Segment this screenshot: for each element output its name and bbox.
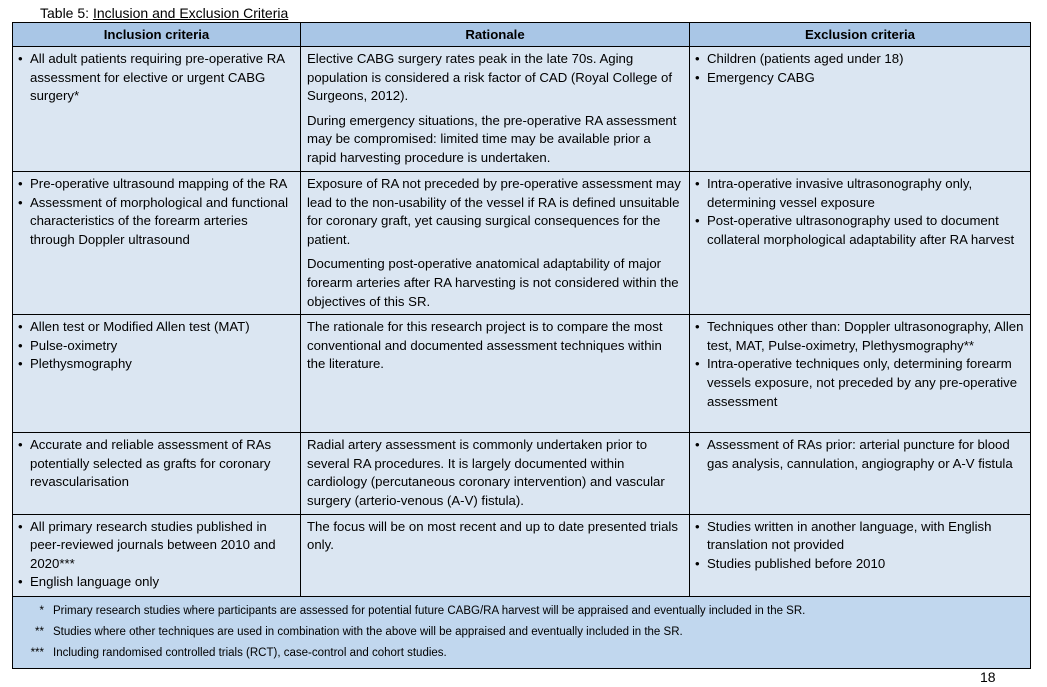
exclusion-cell bbox=[690, 47, 1031, 172]
inclusion-item: • Pre-operative ultrasound mapping of the RA bbox=[17, 175, 294, 194]
table-row bbox=[13, 315, 1031, 433]
header-inclusion: Inclusion criteria bbox=[13, 23, 301, 47]
exclusion-item: • Studies written in another language, with English translation not provided bbox=[694, 518, 1024, 555]
rationale-cell bbox=[301, 514, 690, 596]
table-row bbox=[13, 433, 1031, 514]
rationale-paragraph: The rationale for this research project is to compare the most conventional and documented assessment techniques within the literature. bbox=[307, 319, 663, 372]
rationale-cell bbox=[301, 433, 690, 514]
footnote-text: Studies where other techniques are used in combination with the above will be appraised and eventually included in the SR. bbox=[53, 625, 683, 638]
footnote-text: Including randomised controlled trials (RCT), case-control and cohort studies. bbox=[53, 646, 447, 659]
rationale-paragraph: Elective CABG surgery rates peak in the late 70s. Aging population is considered a risk factor of CAD (Royal College of Surgeons, 2012). bbox=[307, 51, 673, 104]
inclusion-item: • All adult patients requiring pre-operative RA assessment for elective or urgent CABG surgery* bbox=[17, 50, 294, 106]
footnote bbox=[23, 601, 1024, 622]
table-row bbox=[13, 172, 1031, 315]
inclusion-item: • All primary research studies published in peer-reviewed journals between 2010 and 2020*** bbox=[17, 518, 294, 574]
inclusion-item: • Plethysmography bbox=[17, 355, 294, 374]
footnote-marker: * bbox=[39, 604, 44, 617]
table-row bbox=[13, 47, 1031, 172]
exclusion-cell bbox=[690, 433, 1031, 514]
exclusion-item: • Intra-operative techniques only, determining forearm vessels exposure, not preceded by any pre-operative assessment bbox=[694, 355, 1024, 411]
exclusion-item: • Post-operative ultrasonography used to document collateral morphological adaptability after RA harvest bbox=[694, 212, 1024, 249]
inclusion-item: • English language only bbox=[17, 573, 294, 592]
footnote-marker: ** bbox=[35, 625, 44, 638]
exclusion-item: • Techniques other than: Doppler ultrasonography, Allen test, MAT, Pulse-oximetry, Plethysmography** bbox=[694, 318, 1024, 355]
exclusion-item: • Emergency CABG bbox=[694, 69, 1024, 88]
caption-title: Inclusion and Exclusion Criteria bbox=[92, 5, 289, 21]
header-row bbox=[13, 23, 1031, 47]
inclusion-cell bbox=[13, 514, 301, 596]
inclusion-cell bbox=[13, 315, 301, 433]
footnotes-row bbox=[13, 596, 1031, 668]
footnote bbox=[23, 622, 1024, 643]
exclusion-cell bbox=[690, 315, 1031, 433]
rationale-paragraph: Documenting post-operative anatomical adaptability of major forearm arteries after RA harvesting is not considered within the objectives of this SR. bbox=[307, 256, 679, 309]
inclusion-item: • Allen test or Modified Allen test (MAT) bbox=[17, 318, 294, 337]
page-number: 18 bbox=[980, 669, 996, 685]
inclusion-item: • Assessment of morphological and functional characteristics of the forearm arteries through Doppler ultrasound bbox=[17, 194, 294, 250]
rationale-paragraph: During emergency situations, the pre-operative RA assessment may be compromised: limited time may be available prior a rapid harvesting procedure is undertaken. bbox=[307, 112, 677, 165]
exclusion-item: • Studies published before 2010 bbox=[694, 555, 1024, 574]
table-caption bbox=[40, 4, 288, 22]
footnote bbox=[23, 643, 1024, 664]
rationale-paragraph: Exposure of RA not preceded by pre-operative assessment may lead to the non-usability of the vessel if RA is defined unsuitable for coronary graft, yet causing surgical consequences for the patient. bbox=[307, 176, 681, 247]
footnotes-cell bbox=[13, 596, 1031, 668]
inclusion-cell bbox=[13, 433, 301, 514]
inclusion-item: • Pulse-oximetry bbox=[17, 337, 294, 356]
rationale-cell bbox=[301, 47, 690, 172]
rationale-paragraph: Radial artery assessment is commonly undertaken prior to several RA procedures. It is largely documented within cardiology (percutaneous coronary intervention) and vascular surgery (arterio-venous (A-V) fistula). bbox=[307, 437, 665, 508]
footnote-marker: *** bbox=[30, 646, 44, 659]
inclusion-cell bbox=[13, 172, 301, 315]
exclusion-cell bbox=[690, 172, 1031, 315]
rationale-cell bbox=[301, 315, 690, 433]
inclusion-cell bbox=[13, 47, 301, 172]
caption-prefix: Table 5: bbox=[40, 5, 93, 21]
exclusion-item: • Children (patients aged under 18) bbox=[694, 50, 1024, 69]
criteria-table bbox=[12, 22, 1031, 669]
header-rationale: Rationale bbox=[301, 23, 690, 47]
exclusion-cell bbox=[690, 514, 1031, 596]
exclusion-item: • Intra-operative invasive ultrasonography only, determining vessel exposure bbox=[694, 175, 1024, 212]
footnote-text: Primary research studies where participants are assessed for potential future CABG/RA harvest will be appraised and eventually included in the SR. bbox=[53, 604, 806, 617]
exclusion-item: • Assessment of RAs prior: arterial puncture for blood gas analysis, cannulation, angiography or A-V fistula bbox=[694, 436, 1024, 473]
table-row bbox=[13, 514, 1031, 596]
header-exclusion: Exclusion criteria bbox=[690, 23, 1031, 47]
inclusion-item: • Accurate and reliable assessment of RAs potentially selected as grafts for coronary revascularisation bbox=[17, 436, 294, 492]
rationale-cell bbox=[301, 172, 690, 315]
rationale-paragraph: The focus will be on most recent and up to date presented trials only. bbox=[307, 518, 678, 553]
